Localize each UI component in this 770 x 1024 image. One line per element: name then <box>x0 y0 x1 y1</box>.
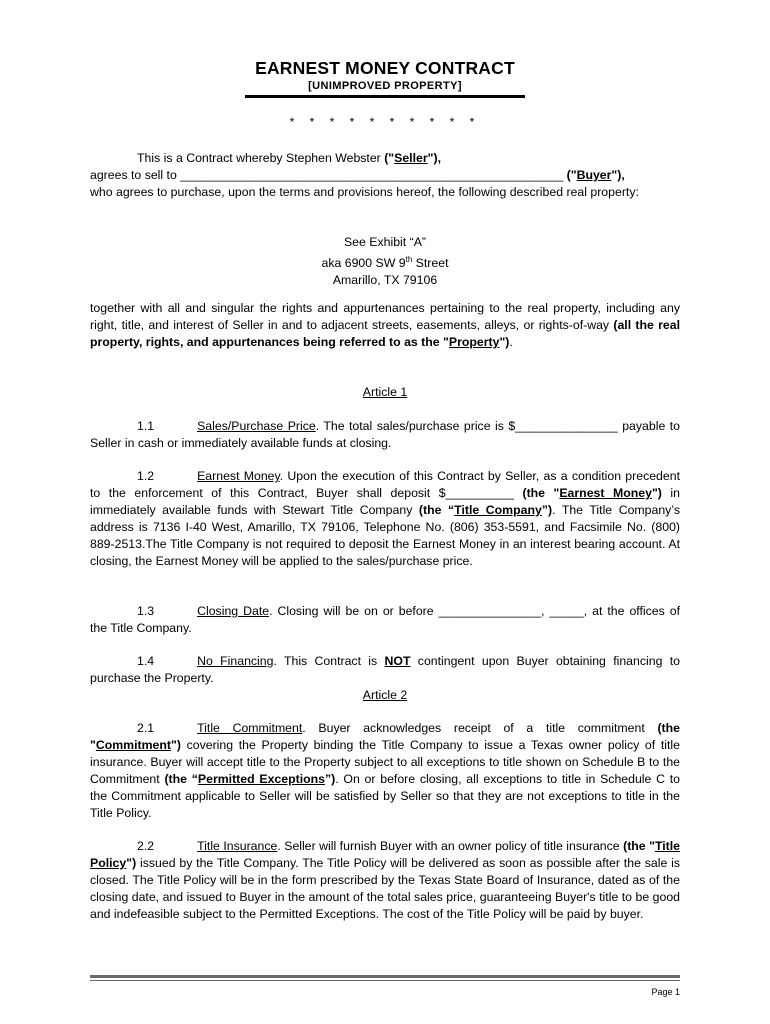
defined-open: (the “ <box>418 503 455 517</box>
property-close: ") <box>499 335 510 349</box>
section-text: . The total sales/purchase price is $_______________ payable to Seller in cash or immediately available funds at closing. <box>90 419 680 450</box>
buyer-close: "), <box>611 168 625 182</box>
section-number: 1.3 <box>137 604 155 618</box>
section-text: . Closing will be on or before _______________, _____, at the offices of the Title Company. <box>90 604 680 635</box>
intro-paragraph <box>90 150 680 201</box>
intro-line-3: who agrees to purchase, upon the terms and provisions hereof, the following described real property: <box>90 185 639 199</box>
together-bold: (all the real property, rights, and appurtenances being referred to as the " <box>90 318 680 349</box>
section-title: Sales/Purchase Price <box>197 419 316 433</box>
earnest-money-label: Earnest Money <box>559 486 652 500</box>
section-text: . The Title Company’s address is 7136 I-40 West, Amarillo, TX 79106, Telephone No. (806) 353-5591, and Facsimile No. (800) 889-2513.The Title Company is not required to deposit the Earnest Money in an interest bearing account. At closing, the Earnest Money will be applied to the sales/purchase price. <box>90 503 680 568</box>
intro-line-1 <box>90 150 680 167</box>
section-number: 1.1 <box>137 419 155 433</box>
document-title: EARNEST MONEY CONTRACT <box>255 58 515 78</box>
not-emphasis: NOT <box>384 654 411 668</box>
together-text: together with all and singular the rights and appurtenances pertaining to the real property, including any right, title, and interest of Seller in and to adjacent streets, easements, alleys, or rights-of-way <box>90 301 680 332</box>
section-number: 2.1 <box>137 721 155 735</box>
seller-open: (" <box>384 151 395 165</box>
defined-open: (the " <box>623 839 655 853</box>
defined-close: ”) <box>324 772 336 786</box>
address-line-3: Amarillo, TX 79106 <box>332 273 438 288</box>
together-end: . <box>509 335 513 349</box>
seller-label: Seller <box>394 151 428 165</box>
property-address <box>90 234 680 289</box>
page-number: Page 1 <box>651 987 680 997</box>
defined-open: (the “ <box>164 772 198 786</box>
section-text: . On or before closing, all exceptions to title in Schedule C to the Commitment applicable to Seller will be satisfied by Seller so that they are not exceptions to title in the Title Policy. <box>90 772 681 820</box>
address-sup: th <box>405 255 413 264</box>
footer-rule-thin <box>90 980 680 981</box>
section-1-4 <box>90 653 680 687</box>
title-company-label: Title Company <box>454 503 542 517</box>
section-text: . This Contract is <box>273 654 385 668</box>
defined-open: (the " <box>522 486 560 500</box>
section-title: Title Commitment <box>197 721 303 735</box>
defined-close: ") <box>126 856 137 870</box>
address-line-2 <box>90 251 680 272</box>
section-text: . Seller will furnish Buyer with an owner policy of title insurance <box>277 839 624 853</box>
section-text: . Upon the execution of this Contract by Seller, as a condition precedent to the enforcement of this Contract, Buyer shall deposit $__________ <box>90 469 680 500</box>
section-1-3 <box>90 603 680 637</box>
section-title: Earnest Money <box>197 469 280 483</box>
article-1-title: Article 1 <box>362 385 408 399</box>
footer-rule-thick <box>90 975 680 978</box>
seller-close: "), <box>427 151 441 165</box>
buyer-blank: ________________________________________________________ <box>180 168 564 182</box>
defined-open: (the " <box>90 721 680 752</box>
section-2-2 <box>90 838 680 923</box>
article-2-heading <box>90 687 680 704</box>
defined-close: ") <box>171 738 181 752</box>
section-text: covering the Property binding the Title Company to issue a Texas owner policy of title insurance. Buyer will accept title to the Property subject to all exceptions to title shown on Schedule B to the Commitment <box>90 738 680 786</box>
section-2-1 <box>90 720 680 822</box>
buyer-label: Buyer <box>576 168 612 182</box>
subtitle-rule <box>245 95 525 98</box>
section-title: Title Insurance <box>197 839 278 853</box>
address-street-post: Street <box>412 256 449 271</box>
star-divider: * * * * * * * * * * <box>289 115 481 129</box>
defined-close: ”) <box>541 503 553 517</box>
article-2-title: Article 2 <box>362 688 408 702</box>
section-title: Closing Date <box>197 604 270 618</box>
permitted-exceptions-label: Permitted Exceptions <box>197 772 325 786</box>
article-1-heading <box>90 384 680 401</box>
section-number: 1.4 <box>137 654 155 668</box>
section-1-1 <box>90 418 680 452</box>
buyer-open: (" <box>563 168 577 182</box>
together-paragraph <box>90 300 680 351</box>
property-label: Property <box>448 335 500 349</box>
intro-line-2 <box>90 167 680 184</box>
section-title: No Financing <box>197 654 274 668</box>
section-number: 2.2 <box>137 839 155 853</box>
commitment-label: Commitment <box>95 738 171 752</box>
section-1-2 <box>90 468 680 570</box>
intro-text: This is a Contract whereby Stephen Webster <box>137 151 385 165</box>
section-text: . Buyer acknowledges receipt of a title commitment <box>302 721 658 735</box>
address-street-pre: aka 6900 SW 9 <box>321 256 406 271</box>
agrees-text: agrees to sell to <box>90 168 181 182</box>
section-text: in immediately available funds with Stewart Title Company <box>90 486 680 517</box>
defined-close: ") <box>651 486 662 500</box>
section-text: issued by the Title Company. The Title Policy will be delivered as soon as possible after the sale is closed. The Title Policy will be in the form prescribed by the Texas State Board of Insurance, dated as of the closing date, and issued to Buyer in the amount of the total sales price, guaranteeing Buyer's title to be good and indefeasible subject to the Permitted Exceptions. The cost of the Title Policy will be paid by buyer. <box>90 856 680 921</box>
section-text: contingent upon Buyer obtaining financing to purchase the Property. <box>90 654 680 685</box>
document-subtitle: [UNIMPROVED PROPERTY] <box>308 80 462 92</box>
title-policy-label: Title Policy <box>90 839 680 870</box>
address-line-1: See Exhibit “A” <box>343 235 426 249</box>
section-number: 1.2 <box>137 469 155 483</box>
